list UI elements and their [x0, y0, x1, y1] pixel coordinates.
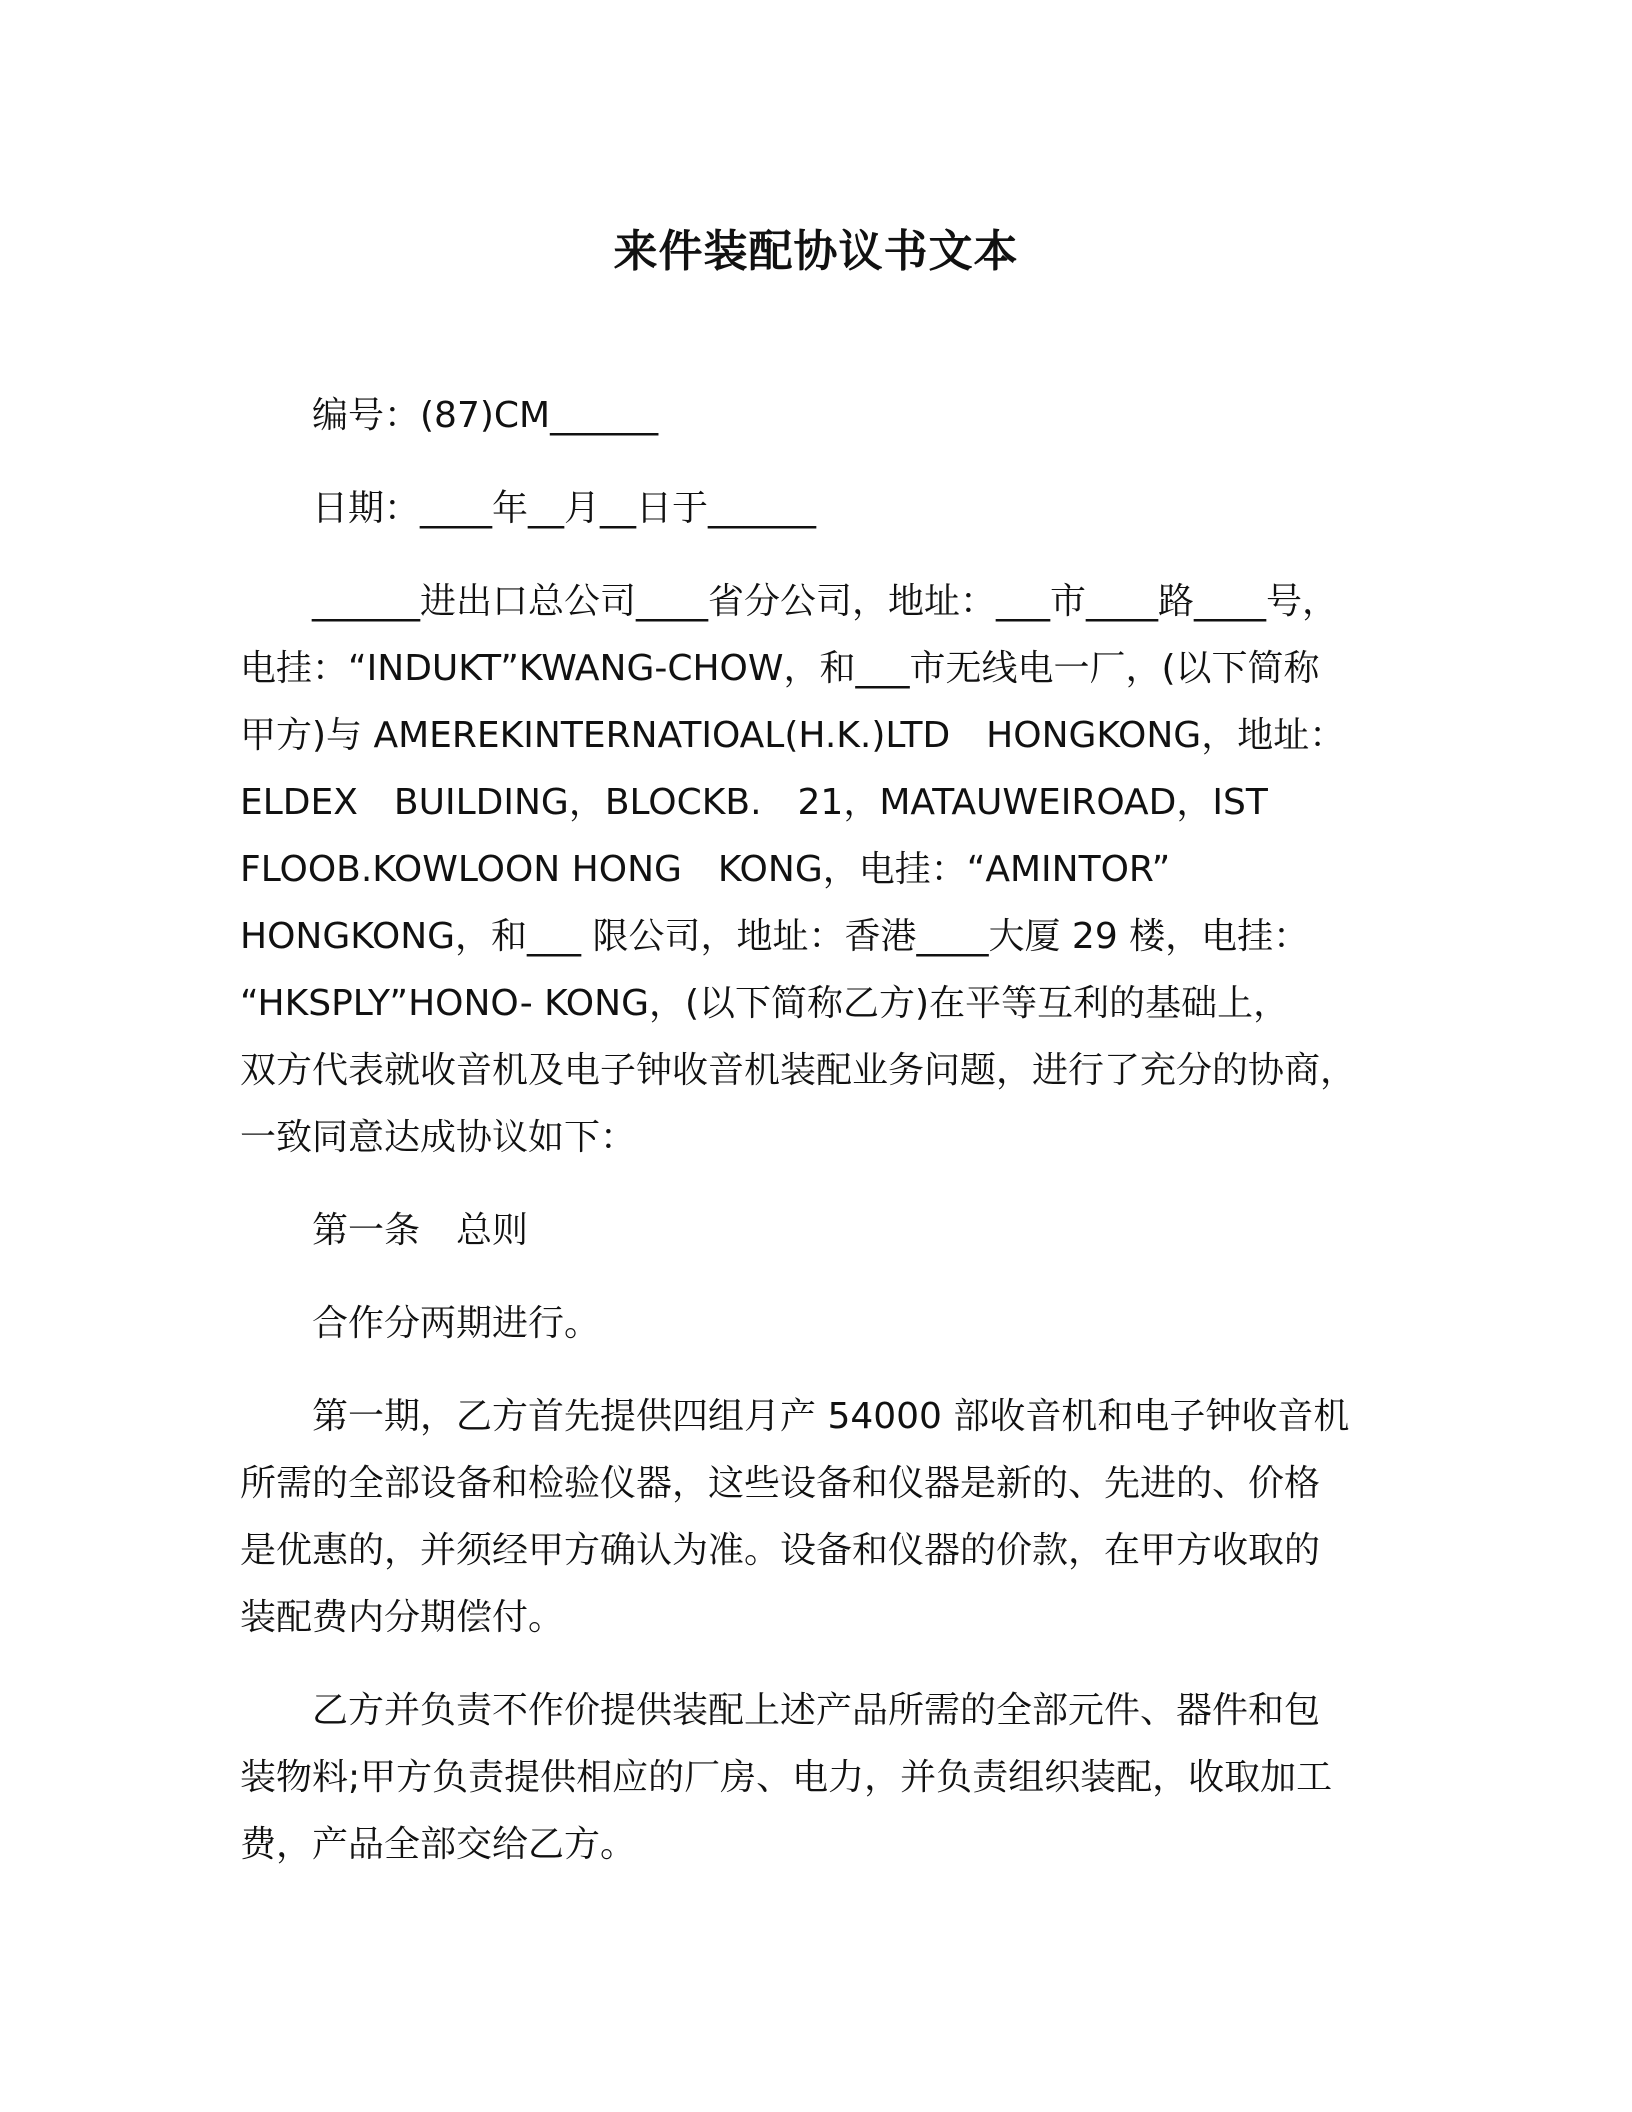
article-heading-text: 第一条 总则	[312, 1210, 529, 1251]
contract-number	[240, 382, 1400, 449]
contract-date-text: 日期：____年__月__日于______	[312, 488, 817, 529]
paragraph-line: 装配费内分期偿付。	[240, 1597, 565, 1638]
paragraph-line: ELDEX BUILDING，BLOCKB. 21，MATAUWEIROAD，IST	[240, 782, 1268, 823]
contract-date	[240, 475, 1400, 542]
paragraph-line: 一致同意达成协议如下：	[240, 1117, 637, 1158]
paragraph-line: 费，产品全部交给乙方。	[240, 1824, 637, 1865]
document-title: 来件装配协议书文本	[613, 226, 1019, 277]
phase-one-paragraph	[240, 1383, 1400, 1651]
paragraph-line: FLOOB.KOWLOON HONG KONG，电挂：“AMINTOR”	[240, 849, 1171, 890]
paragraph-line: 所需的全部设备和检验仪器，这些设备和仪器是新的、先进的、价格	[240, 1463, 1321, 1504]
contract-number-text: 编号：(87)CM______	[312, 395, 659, 436]
article-intro-text: 合作分两期进行。	[312, 1303, 601, 1344]
paragraph-line: 电挂：“INDUKT”KWANG-CHOW，和___市无线电一厂，(以下简称	[240, 648, 1320, 689]
paragraph-line: ______进出口总公司____省分公司，地址：___市____路____号，	[312, 581, 1339, 622]
paragraph-line: 是优惠的，并须经甲方确认为准。设备和仪器的价款，在甲方收取的	[240, 1530, 1321, 1571]
paragraph-line: HONGKONG，和___ 限公司，地址：香港____大厦 29 楼，电挂：	[240, 916, 1310, 957]
paragraph-line: “HKSPLY”HONO- KONG，(以下简称乙方)在平等互利的基础上，	[240, 983, 1290, 1024]
article-intro	[240, 1290, 1400, 1357]
paragraph-line: 第一期，乙方首先提供四组月产 54000 部收音机和电子钟收音机	[312, 1396, 1350, 1437]
paragraph-line: 甲方)与 AMEREKINTERNATIOAL(H.K.)LTD HONGKONG，地址：	[240, 715, 1346, 756]
document-body	[240, 382, 1400, 1878]
parties-paragraph	[240, 568, 1400, 1171]
paragraph-line: 双方代表就收音机及电子钟收音机装配业务问题，进行了充分的协商，	[240, 1050, 1357, 1091]
paragraph-line: 乙方并负责不作价提供装配上述产品所需的全部元件、器件和包	[312, 1690, 1321, 1731]
components-paragraph	[240, 1677, 1400, 1878]
paragraph-line: 装物料;甲方负责提供相应的厂房、电力，并负责组织装配，收取加工	[240, 1757, 1333, 1798]
article-heading	[240, 1197, 1400, 1264]
